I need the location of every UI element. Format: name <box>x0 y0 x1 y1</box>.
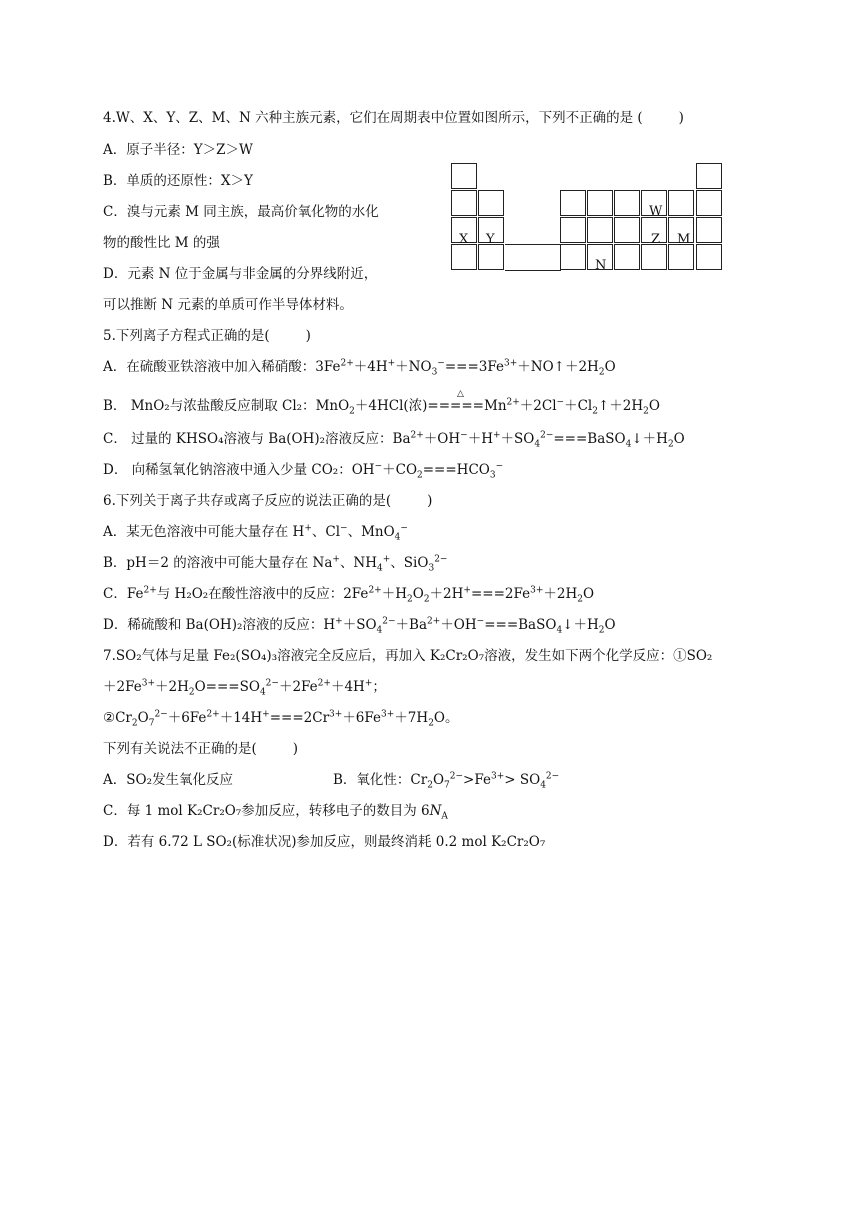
q6-option-b: B．pH＝2 的溶液中可能大量存在 Na+、$NH_4^+$、SiO$_3^{2-}$ <box>103 554 448 574</box>
q7-question: 下列有关说法不正确的是( ) <box>103 741 299 757</box>
pt-label-w: W <box>649 204 663 219</box>
pt-cell <box>696 217 722 243</box>
q4-stem: 4.W、X、Y、Z、M、N 六种主族元素，它们在周期表中位置如图所示，下列不正确的是 ( ) <box>103 110 684 126</box>
q5-option-c: C． 过量的 KHSO₄溶液与 Ba(OH)₂溶液反应：$Ba^{2+}+OH^-+H^++SO_4^{2-}===BaSO_4↓+H_2O$ <box>103 430 685 450</box>
q7-option-d: D．若有 6.72 L SO₂(标准状况)参加反应，则最终消耗 0.2 mol K₂Cr₂O₇ <box>103 834 546 850</box>
q7-option-c: C．每 1 mol K₂Cr₂O₇参加反应，转移电子的数目为 $6N_A$ <box>103 803 448 822</box>
pt-cell <box>478 190 504 216</box>
q7-option-b: B．氧化性：$Cr_2O_7^{2-}>Fe^{3+}> SO_4^{2-}$ <box>333 771 560 791</box>
q6-option-a: A．某无色溶液中可能大量存在 H+、Cl−、MnO$_4$− <box>103 523 408 543</box>
heating-symbol: △ <box>457 389 464 399</box>
pt-label-n: N <box>595 258 607 273</box>
pt-cell <box>696 190 722 216</box>
q4-option-c-line2: 物的酸性比 M 的强 <box>103 235 220 251</box>
q4-option-a: A．原子半径：Y＞Z＞W <box>103 142 253 158</box>
q5-stem: 5.下列离子方程式正确的是( ) <box>103 328 311 344</box>
q6-stem: 6.下列关于离子共存或离子反应的说法正确的是( ) <box>103 493 433 509</box>
q6-option-c: C．$Fe^{2+}$与 H₂O₂在酸性溶液中的反应：$2Fe^{2+}+H_2O_2+2H^+===2Fe^{3+}+2H_2O$ <box>103 585 595 605</box>
q5-option-a: A．在硫酸亚铁溶液中加入稀硝酸：$3Fe^{2+}+4H^++NO_3^-===3Fe^{3+}+NO↑+2H_2O$ <box>103 358 616 378</box>
pt-cell <box>614 190 640 216</box>
q4-option-b: B．单质的还原性：X＞Y <box>103 173 253 189</box>
pt-cell <box>668 244 694 270</box>
pt-cell <box>451 163 477 189</box>
pt-gap-line-bottom <box>505 270 561 271</box>
pt-cell <box>451 244 477 270</box>
pt-cell <box>696 244 722 270</box>
pt-cell <box>614 217 640 243</box>
pt-cell <box>587 217 613 243</box>
q4-option-d-line1: D．元素 N 位于金属与非金属的分界线附近， <box>103 266 378 282</box>
pt-cell <box>560 190 586 216</box>
pt-cell <box>614 244 640 270</box>
pt-label-m: M <box>677 232 691 247</box>
pt-cell <box>478 244 504 270</box>
pt-cell <box>668 190 694 216</box>
pt-cell <box>641 244 667 270</box>
q5-option-d: D． 向稀氢氧化钠溶液中通入少量 CO₂：$OH^-+CO_2===HCO_3^-$ <box>103 461 504 481</box>
q7-option-a: A．SO₂发生氧化反应 <box>103 772 233 788</box>
pt-cell <box>560 217 586 243</box>
pt-label-x: X <box>459 232 469 247</box>
q4-option-d-line2: 可以推断 N 元素的单质可作半导体材料。 <box>103 297 353 313</box>
q7-reaction-1: $+2Fe^{3+}+2H_2O===SO_4^{2-}+2Fe^{2+}+4H^+$； <box>103 678 386 698</box>
q7-stem-line1: 7.SO₂气体与足量 Fe₂(SO₄)₃溶液完全反应后，再加入 K₂Cr₂O₇溶液，发生如下两个化学反应：①SO₂ <box>103 648 713 664</box>
q7-reaction-2: $②Cr_2O_7^{2-}+6Fe^{2+}+14H^+===2Cr^{3+}+6Fe^{3+}+7H_2O$。 <box>103 709 459 729</box>
pt-cell <box>696 163 722 189</box>
pt-label-y: Y <box>486 232 495 247</box>
q4-option-c-line1: C．溴与元素 M 同主族，最高价氧化物的水化 <box>103 204 379 220</box>
q5-option-b: B． MnO₂与浓盐酸反应制取 Cl₂：MnO$_2$＋4HCl(浓)$=====Mn^{2+}+2Cl^-+Cl_2↑+2H_2O$ <box>103 397 660 417</box>
pt-label-z: Z <box>651 232 661 247</box>
pt-cell <box>587 190 613 216</box>
pt-cell <box>560 244 586 270</box>
pt-gap-line-top <box>505 244 561 245</box>
pt-cell <box>451 190 477 216</box>
q6-option-d: D．稀硫酸和 Ba(OH)₂溶液的反应：$H^++SO_4^{2-}+Ba^{2+}+OH^-===BaSO_4↓+H_2O$ <box>103 616 616 636</box>
